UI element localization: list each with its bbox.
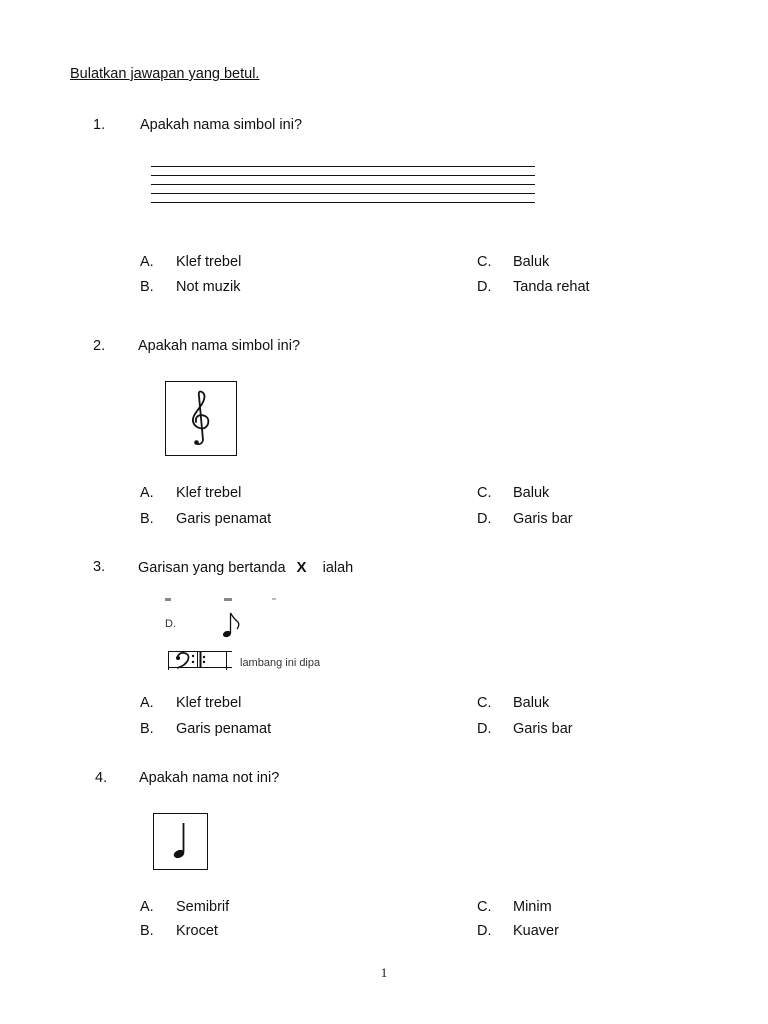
treble-clef-box xyxy=(165,381,237,456)
option-letter: A. xyxy=(140,695,154,711)
option-letter: A. xyxy=(140,485,154,501)
treble-clef-icon xyxy=(166,382,236,455)
option-letter: D. xyxy=(477,511,492,527)
cropped-scan-figure xyxy=(160,598,332,670)
option-letter: C. xyxy=(477,695,492,711)
option-letter: B. xyxy=(140,279,154,295)
cut-off-text-fragment xyxy=(160,598,332,606)
option-letter: A. xyxy=(140,899,154,915)
page-number: 1 xyxy=(380,965,388,980)
option-text: Semibrif xyxy=(176,899,230,915)
option-letter: D. xyxy=(477,279,492,295)
question-number: 4. xyxy=(95,770,108,786)
question-number: 2. xyxy=(93,338,106,354)
question-text: Apakah nama not ini? xyxy=(139,770,280,786)
question-number: 1. xyxy=(93,117,106,133)
bass-clef-staff-icon xyxy=(166,646,232,670)
option-letter: C. xyxy=(477,485,492,501)
option-letter: A. xyxy=(140,254,154,270)
option-text: Minim xyxy=(513,899,552,915)
option-letter: C. xyxy=(477,899,492,915)
question-text-before: Garisan yang bertanda xyxy=(138,560,286,576)
option-text: Klef trebel xyxy=(176,695,242,711)
option-text: Garis bar xyxy=(513,721,573,737)
option-text: Kuaver xyxy=(513,923,559,939)
question-number: 3. xyxy=(93,559,106,575)
option-text: Klef trebel xyxy=(176,485,242,501)
option-text: Garis penamat xyxy=(176,511,272,527)
question-text-after: ialah xyxy=(322,560,354,576)
option-letter: D. xyxy=(477,923,492,939)
scan-option-letter: D. xyxy=(165,618,176,630)
quarter-note-box xyxy=(153,813,208,870)
option-letter: D. xyxy=(477,721,492,737)
option-letter: C. xyxy=(477,254,492,270)
instruction-heading: Bulatkan jawapan yang betul. xyxy=(70,66,260,82)
option-text: Baluk xyxy=(513,254,550,270)
option-text: Baluk xyxy=(513,695,550,711)
option-letter: B. xyxy=(140,511,154,527)
x-mark: X xyxy=(296,559,307,576)
option-letter: B. xyxy=(140,923,154,939)
question-text xyxy=(138,559,353,576)
option-text: Klef trebel xyxy=(176,254,242,270)
option-text: Tanda rehat xyxy=(513,279,590,295)
option-text: Krocet xyxy=(176,923,218,939)
scan-caption: lambang ini dipa xyxy=(240,657,321,669)
quarter-note-icon xyxy=(154,814,207,869)
music-staff-figure xyxy=(148,160,538,208)
eighth-note-icon xyxy=(220,610,244,640)
question-text: Apakah nama simbol ini? xyxy=(140,117,303,133)
option-text: Garis penamat xyxy=(176,721,272,737)
option-text: Baluk xyxy=(513,485,550,501)
question-text: Apakah nama simbol ini? xyxy=(138,338,301,354)
option-letter: B. xyxy=(140,721,154,737)
option-text: Garis bar xyxy=(513,511,573,527)
option-text: Not muzik xyxy=(176,279,241,295)
